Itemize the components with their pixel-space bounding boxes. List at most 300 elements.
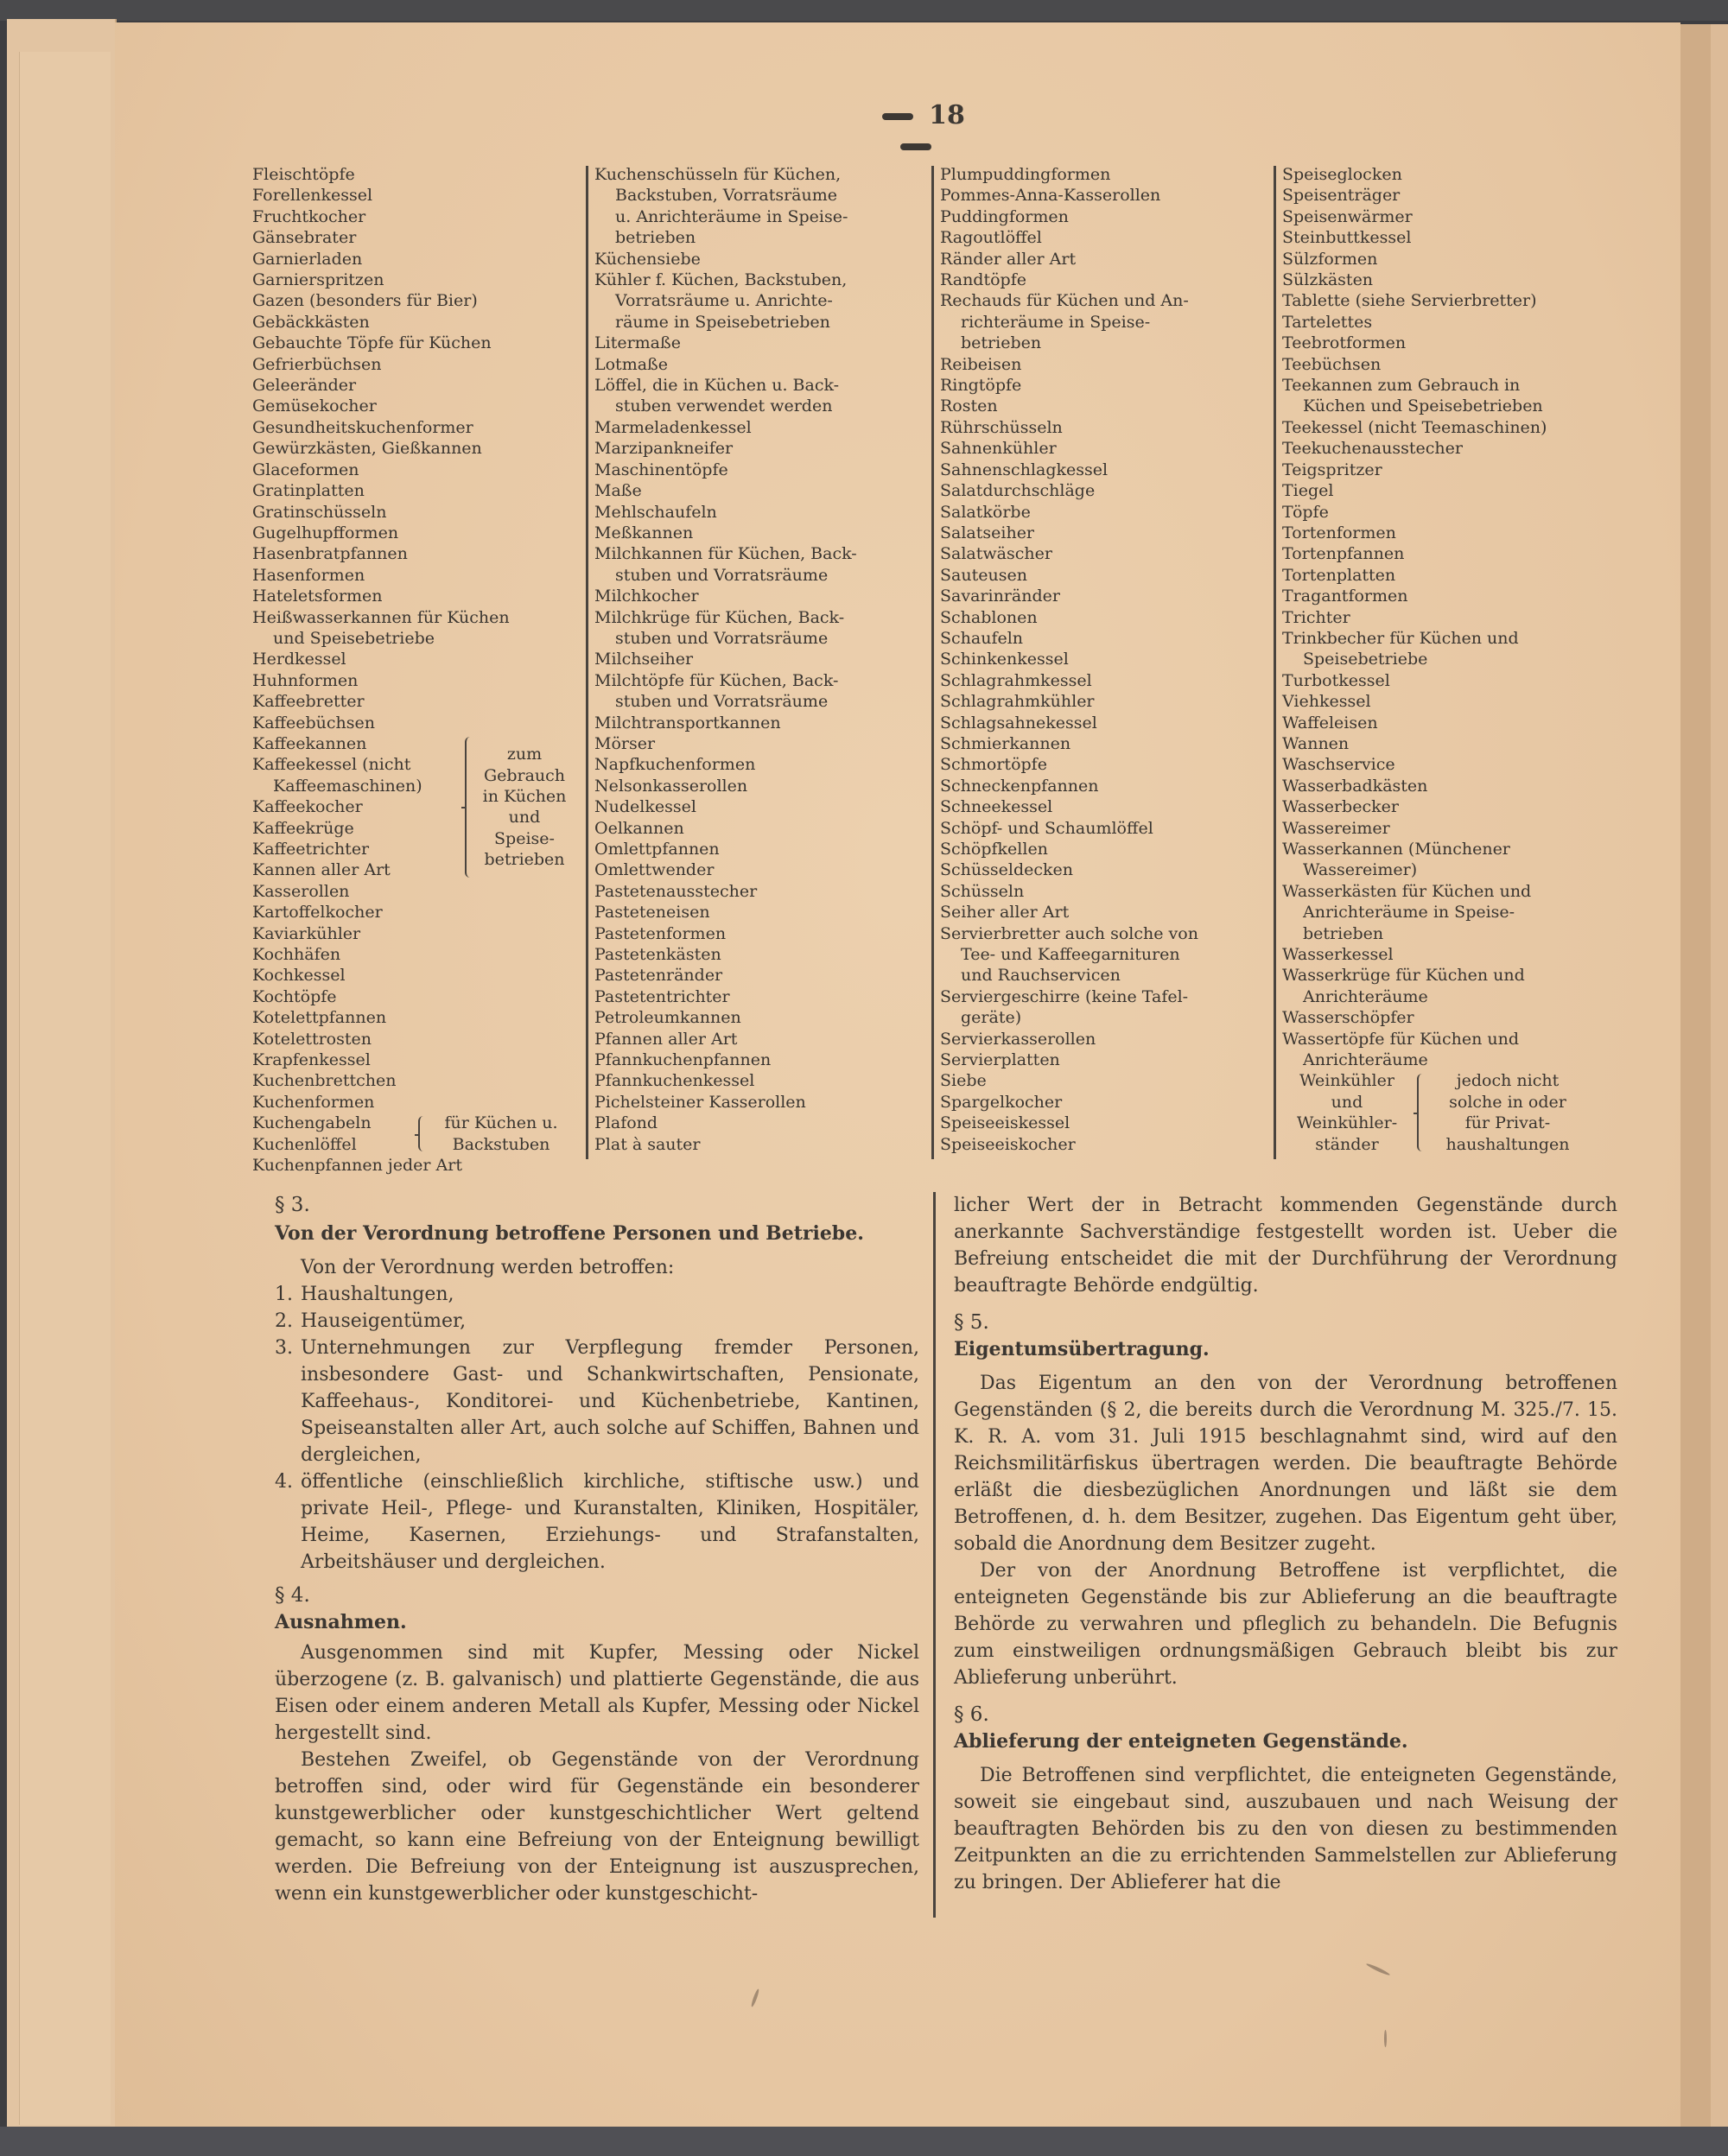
kuchen-group-group [252, 1113, 579, 1155]
brace-wine-group [1412, 1070, 1426, 1155]
list-item [594, 902, 924, 923]
list-item [1282, 354, 1614, 375]
list-item-text: Milchseiher [594, 650, 694, 669]
paper-speck [1384, 2030, 1387, 2047]
brace-note-line: Backstuben [452, 1134, 550, 1154]
list-item-text: Milchkocher [594, 587, 699, 606]
list-item-text: Sahnenkühler [940, 439, 1057, 459]
list-item [252, 754, 460, 796]
list-item [252, 670, 579, 691]
list-item [252, 290, 579, 311]
list-item [940, 839, 1268, 859]
list-item-text: Schablonen [940, 607, 1038, 627]
page-number-dash-right [900, 143, 931, 150]
list-item [594, 164, 924, 249]
kuchen-group-items [252, 1113, 413, 1155]
list-item [252, 1134, 413, 1155]
list-item [1282, 607, 1614, 628]
list-item [1282, 965, 1614, 1007]
list-item-text: Rührschüsseln [940, 417, 1063, 437]
list-item [252, 396, 579, 416]
list-item [1282, 460, 1614, 480]
left-page-edges [7, 19, 117, 2127]
page-number-dash-left [882, 113, 913, 120]
list-item [252, 691, 579, 712]
list-item-continuation: u. Anrichteräume in Speise- [615, 206, 848, 226]
list-item-text: Teebrotformen [1282, 333, 1407, 353]
list-item [940, 670, 1268, 691]
list-item [1282, 733, 1614, 754]
list-item [940, 902, 1268, 923]
list-item-text: Wasserschöpfer [1282, 1008, 1414, 1028]
list-item-text: Kaffeebüchsen [252, 713, 376, 732]
section-3-list-item [275, 1335, 919, 1468]
list-item [940, 396, 1268, 416]
left-prose-column [275, 1192, 919, 1907]
list-item-text: Gratinplatten [252, 481, 365, 501]
list-item-continuation: Speisebetriebe [1303, 650, 1428, 669]
list-item-text: Napfkuchenformen [594, 755, 756, 775]
list-item [594, 859, 924, 880]
list-item-text: Seiher aller Art [940, 903, 1070, 923]
list-item-text: Schaufeln [940, 628, 1024, 648]
brace-note-coffee-group [473, 744, 575, 870]
section-3-list-item [275, 1468, 919, 1576]
list-item-text: Schinkenkessel [940, 650, 1069, 669]
list-item [594, 713, 924, 733]
page-number [838, 100, 994, 161]
list-item [1282, 523, 1614, 543]
list-item-text: Litermaße [594, 333, 681, 353]
list-item-text: Mörser [594, 733, 656, 753]
list-item-continuation: stuben verwendet werden [615, 396, 833, 416]
list-item [252, 543, 579, 564]
prose-column-rule [933, 1192, 936, 1918]
list-item [252, 333, 579, 353]
list-item [252, 859, 460, 880]
list-item [1282, 670, 1614, 691]
list-item-text: Wasserkessel [1282, 945, 1394, 965]
list-item-continuation: Backstuben, Vorratsräume [615, 186, 837, 206]
list-item [1282, 290, 1614, 311]
list-item-text: Tartelettes [1282, 312, 1373, 332]
list-item [252, 480, 579, 501]
list-item [252, 649, 579, 669]
section-4-paragraph-2: Bestehen Zweifel, ob Gegenstände von der Verordnung betroffen sind, oder wird für Gegenstände ein besonderer kunstgewerblicher oder kunstgeschichtlicher Wert geltend gemacht, so kann eine Befreiung von der Enteignung bewilligt werden. Die Befreiung von der Enteignung ist auszusprechen, wenn ein kunstgewerblicher oder kunstgeschicht- [275, 1749, 919, 1905]
list-item-text: Herdkessel [252, 650, 346, 669]
list-item [252, 1155, 579, 1176]
list-item [1282, 1007, 1614, 1028]
list-item [940, 1049, 1268, 1070]
brace-note-line: betrieben [484, 850, 565, 870]
list-item-text: Omlettwender [594, 860, 715, 880]
list-item [252, 965, 579, 986]
list-item [594, 270, 924, 333]
list-item-text: Plumpuddingformen [940, 165, 1111, 184]
list-item [252, 796, 460, 817]
list-item [252, 818, 460, 839]
list-item [594, 1029, 924, 1049]
list-item-continuation: betrieben [961, 333, 1042, 353]
coffee-group-items [252, 733, 460, 881]
list-item-text: Hasenbratpfannen [252, 544, 408, 564]
list-item-text: Maße [594, 481, 642, 501]
list-item-text: Hasenformen [252, 565, 365, 585]
list-item [594, 333, 924, 353]
list-number: 4. [275, 1471, 293, 1493]
list-item [940, 290, 1268, 353]
list-item-continuation: Wassereimer) [1303, 860, 1418, 880]
list-number: 1. [275, 1284, 293, 1305]
list-item [940, 628, 1268, 649]
list-item [940, 375, 1268, 396]
list-item-text: Tortenplatten [1282, 565, 1396, 585]
list-item [940, 986, 1268, 1029]
list-text: Hauseigentümer, [301, 1310, 467, 1332]
list-item [594, 1049, 924, 1070]
list-item [940, 1029, 1268, 1049]
list-number: 3. [275, 1337, 293, 1359]
list-item [1282, 375, 1614, 417]
list-item-text: Tragantformen [1282, 587, 1408, 606]
list-item [1282, 776, 1614, 796]
list-item-continuation: und Rauchservicen [961, 966, 1121, 986]
wine-cooler-line: Weinkühler [1299, 1071, 1394, 1091]
list-item [1282, 691, 1614, 712]
list-item-continuation: und Speisebetriebe [273, 628, 435, 648]
list-item [1282, 438, 1614, 459]
list-item [594, 986, 924, 1007]
list-item-text: Teigspritzer [1282, 460, 1382, 479]
list-item [252, 902, 579, 923]
list-item [594, 733, 924, 754]
list-item [594, 438, 924, 459]
list-item-text: Salatdurchschläge [940, 481, 1096, 501]
list-item-text: Schlagrahmkessel [940, 670, 1092, 690]
list-item-text: Maschinentöpfe [594, 460, 728, 479]
page-number-value: 18 [929, 100, 965, 130]
book-binding-bottom [0, 2127, 1728, 2156]
wine-cooler-line: ständer [1315, 1134, 1379, 1154]
list-item-text: Trinkbecher für Küchen und [1282, 628, 1519, 648]
list-item [594, 249, 924, 270]
list-item-text: Sahnenschlagkessel [940, 460, 1109, 479]
list-item-text: Wassertöpfe für Küchen und [1282, 1029, 1520, 1049]
list-item [1282, 1029, 1614, 1071]
list-item-text: Garnierspritzen [252, 270, 384, 290]
wine-cooler-items [1282, 1070, 1412, 1155]
list-item [1282, 818, 1614, 839]
list-item-text: Kartoffelkocher [252, 903, 383, 923]
list-item [940, 227, 1268, 248]
list-item-text: Kaffeekannen [252, 733, 367, 753]
list-item-text: Kochtöpfe [252, 986, 337, 1006]
list-item-text: Tortenformen [1282, 523, 1396, 542]
list-item [940, 164, 1268, 185]
list-item-text: Salatkörbe [940, 502, 1031, 522]
list-item-text: Speiseglocken [1282, 165, 1402, 184]
list-item-text: Rosten [940, 396, 998, 416]
list-item [940, 249, 1268, 270]
list-item-text: Nelsonkasserollen [594, 776, 748, 796]
list-item [940, 1092, 1268, 1113]
list-item-text: Servierbretter auch solche von [940, 923, 1198, 943]
list-item-text: Tiegel [1282, 481, 1334, 501]
list-item [940, 565, 1268, 586]
list-item-text: Kochkessel [252, 966, 346, 986]
section-5-paragraph-2: Der von der Anordnung Betroffene ist verpflichtet, die enteigneten Gegenstände bis zur Ablieferung an die beauftragte Behörde zu verwahren und pfleglich zu behandeln. Die Befugnis zum einstweiligen ordnungsmäßigen Gebrauch bleibt bis zur Ablieferung unberührt. [954, 1560, 1617, 1689]
list-item-text: Tablette (siehe Servierbretter) [1282, 291, 1537, 311]
list-item [252, 312, 579, 333]
list-item-text: Schneckenpfannen [940, 776, 1099, 796]
brace-note-kuchen-group [427, 1113, 575, 1155]
list-item-text: Kuchenbrettchen [252, 1071, 397, 1091]
list-item [594, 1113, 924, 1133]
list-item [1282, 270, 1614, 290]
list-item-text: Savarinränder [940, 587, 1060, 606]
list-item-continuation: Vorratsräume u. Anrichte- [615, 291, 833, 311]
list-item-continuation: Anrichteräume [1303, 986, 1428, 1006]
list-item [252, 839, 460, 859]
section-3-title: Von der Verordnung betroffene Personen und Betriebe. [275, 1222, 864, 1245]
list-item [940, 691, 1268, 712]
list-item-text: Küchensiebe [594, 249, 701, 269]
column-rule-2 [931, 166, 934, 1159]
list-item-text: Pastetenformen [594, 923, 727, 943]
list-item-text: Pfannkuchenkessel [594, 1071, 755, 1091]
list-item-continuation: Anrichteräume in Speise- [1303, 903, 1515, 923]
wine-cooler-line: Weinkühler- [1296, 1113, 1398, 1133]
list-item-text: Tortenpfannen [1282, 544, 1405, 564]
list-item [940, 1070, 1268, 1091]
list-item [252, 1029, 579, 1049]
section-5-paragraph-1: Das Eigentum an den von der Verordnung betroffenen Gegenständen (§ 2, die bereits durch die Verordnung M. 325./7. 15. K. R. A. vom 31. Juli 1915 beschlagnahmt sind, wird auf den Reichsmilitärfiskus übertragen werden. Die beauftragte Behörde erläßt die diesbezüglichen Anordnungen und läßt sie dem Betroffenen, d. h. dem Besitzer, zugehen. Das Eigentum geht über, sobald die Anordnung dem Besitzer zugeht. [954, 1373, 1617, 1555]
list-item [1282, 249, 1614, 270]
list-item [594, 881, 924, 902]
brace-coffee-group [460, 733, 473, 881]
list-item [252, 881, 579, 902]
list-item-text: Heißwasserkannen für Küchen [252, 607, 510, 627]
list-item [940, 607, 1268, 628]
list-item [252, 375, 579, 396]
list-item-text: Serviergeschirre (keine Tafel- [940, 986, 1189, 1006]
list-item-text: Wasserbadkästen [1282, 776, 1428, 796]
wine-note-line: für Privat- [1464, 1113, 1551, 1133]
list-item-text: Kotelettrosten [252, 1029, 372, 1049]
list-item-text: Marzipankneifer [594, 439, 734, 459]
list-item [252, 523, 579, 543]
list-item-text: Ringtöpfe [940, 376, 1022, 396]
section-4-continuation: licher Wert der in Betracht kommenden Gegenstände durch anerkannte Sachverständige festgestellt worden ist. Ueber die Befreiung entscheidet die mit der Durchführung der Verordnung beauftragte Behörde endgültig. [954, 1195, 1617, 1297]
wine-cooler-note [1426, 1070, 1590, 1155]
left-page-inner-edge [19, 52, 111, 2125]
list-item-text: Milchkrüge für Küchen, Back- [594, 607, 845, 627]
list-item-text: Kaffeebretter [252, 692, 365, 712]
list-item-text: Pommes-Anna-Kasserollen [940, 186, 1161, 206]
list-item [594, 1007, 924, 1028]
list-item [594, 586, 924, 606]
wine-note-line: jedoch nicht [1456, 1071, 1560, 1091]
list-item-continuation: Tee- und Kaffeegarnituren [961, 945, 1180, 965]
list-item [594, 965, 924, 986]
list-item [594, 523, 924, 543]
list-item-continuation: Kaffeemaschinen) [273, 776, 422, 796]
list-text: Unternehmungen zur Verpflegung fremder Personen, insbesondere Gast- und Schankwirtschaften, Pensionate, Kaffeehaus-, Konditorei- und Küchenbetriebe, Kantinen, Speiseanstalten aller Art, auch solche auf Schiffen, Bahnen und dergleichen, [301, 1337, 919, 1466]
list-item-text: Pastetenausstecher [594, 881, 758, 901]
list-item-text: Kühler f. Küchen, Backstuben, [594, 270, 848, 290]
list-item-text: Teebüchsen [1282, 354, 1382, 374]
list-item-text: Nudelkessel [594, 797, 696, 817]
section-3-number: § 3. [275, 1194, 310, 1216]
list-item-continuation: räume in Speisebetrieben [615, 312, 830, 332]
list-item [252, 164, 579, 185]
wine-note-line: haushaltungen [1445, 1134, 1570, 1154]
list-item [1282, 586, 1614, 606]
list-item-text: Omlettpfannen [594, 840, 720, 859]
list-item [594, 839, 924, 859]
list-item [940, 206, 1268, 227]
list-item-text: Kochhäfen [252, 945, 341, 965]
list-item [594, 354, 924, 375]
list-item-text: Kaviarkühler [252, 923, 361, 943]
list-item [252, 502, 579, 523]
list-item-text: Sauteusen [940, 565, 1027, 585]
list-item-text: Gänsebrater [252, 228, 357, 248]
section-6-paragraph-1: Die Betroffenen sind verpflichtet, die enteigneten Gegenstände, soweit sie eingebaut sind, auszubauen und nach Weisung der beauftragten Behörden bis zu den von diesen zu bestimmenden Zeitpunkten an die zu errichtenden Sammelstellen zur Ablieferung zu bringen. Der Ablieferer hat die [954, 1765, 1617, 1893]
list-item-text: Wassereimer [1282, 818, 1390, 838]
brace-note-line: in Küchen [482, 786, 567, 806]
list-item-text: Teekuchenausstecher [1282, 439, 1463, 459]
list-item-text: Gebauchte Töpfe für Küchen [252, 333, 492, 353]
list-item [252, 227, 579, 248]
list-item-text: Steinbuttkessel [1282, 228, 1412, 248]
list-item-text: Schlagsahnekessel [940, 713, 1097, 732]
list-item [594, 480, 924, 501]
list-item [252, 1113, 413, 1133]
list-item-text: Ränder aller Art [940, 249, 1077, 269]
list-item-text: Schneekessel [940, 797, 1053, 817]
list-item [1282, 227, 1614, 248]
list-item-text: Schmierkannen [940, 733, 1071, 753]
list-item [1282, 881, 1614, 944]
list-item-text: Lotmaße [594, 354, 668, 374]
list-item-text: Mehlschaufeln [594, 502, 717, 522]
list-item [940, 502, 1268, 523]
list-item-text: Speisenwärmer [1282, 206, 1413, 226]
list-item-continuation: stuben und Vorratsräume [615, 628, 829, 648]
list-item-text: Glaceformen [252, 460, 359, 479]
column-rule-3 [1274, 166, 1276, 1159]
list-item [940, 776, 1268, 796]
list-item [1282, 480, 1614, 501]
list-item [940, 543, 1268, 564]
list-item-text: Waffeleisen [1282, 713, 1378, 732]
list-item [1282, 754, 1614, 775]
list-item [1282, 164, 1614, 185]
list-item-text: Wasserbecker [1282, 797, 1399, 817]
list-item-text: Kuchenlöffel [252, 1134, 357, 1154]
list-item [252, 1092, 579, 1113]
list-item-text: Fruchtkocher [252, 206, 366, 226]
list-item [252, 270, 579, 290]
list-item-text: Fleischtöpfe [252, 165, 355, 184]
section-3-list-item [275, 1281, 919, 1308]
list-item-text: Gazen (besonders für Bier) [252, 291, 478, 311]
list-item [594, 1134, 924, 1155]
list-item-text: Siebe [940, 1071, 987, 1091]
list-item-text: Oelkannen [594, 818, 684, 838]
list-item [252, 438, 579, 459]
list-item [252, 185, 579, 206]
list-item-text: Gewürzkästen, Gießkannen [252, 439, 482, 459]
list-item-text: Gefrierbüchsen [252, 354, 382, 374]
list-item [940, 818, 1268, 839]
wine-cooler-group [1282, 1070, 1614, 1155]
list-item-text: Schlagrahmkühler [940, 692, 1095, 712]
list-item [594, 796, 924, 817]
list-item [594, 543, 924, 586]
list-item [940, 417, 1268, 438]
list-item-text: Kuchenschüsseln für Küchen, [594, 165, 842, 184]
list-item-text: Marmeladenkessel [594, 417, 752, 437]
list-item-continuation: geräte) [961, 1008, 1022, 1028]
list-item-text: Kuchenformen [252, 1092, 375, 1112]
list-item-text: Schöpf- und Schaumlöffel [940, 818, 1153, 838]
section-3-intro: Von der Verordnung werden betroffen: [301, 1257, 675, 1278]
list-item-continuation: richteräume in Speise- [961, 312, 1151, 332]
list-item-continuation: betrieben [615, 228, 696, 248]
section-5-title: Eigentumsübertragung. [954, 1338, 1210, 1360]
list-item-text: Gugelhupfformen [252, 523, 399, 542]
list-item-text: Gemüsekocher [252, 396, 377, 416]
list-item-text: Kaffeetrichter [252, 840, 370, 859]
section-6-title: Ablieferung der enteigneten Gegenstände. [954, 1730, 1408, 1753]
list-item-text: Petroleumkannen [594, 1008, 741, 1028]
list-item-text: Kaffeekrüge [252, 818, 354, 838]
list-item-text: Servierkasserollen [940, 1029, 1096, 1049]
list-item-text: Trichter [1282, 607, 1350, 627]
list-item-text: Wasserkästen für Küchen und [1282, 881, 1532, 901]
list-item [594, 607, 924, 650]
list-item [1282, 333, 1614, 353]
list-item [1282, 312, 1614, 333]
list-item-text: Milchtöpfe für Küchen, Back- [594, 670, 839, 690]
list-item-text: Kuchenpfannen jeder Art [252, 1156, 462, 1176]
item-list-column-1 [252, 164, 579, 1176]
list-item [252, 565, 579, 586]
list-item-text: Schüsseln [940, 881, 1025, 901]
list-item [1282, 713, 1614, 733]
list-item-text: Schöpfkellen [940, 840, 1048, 859]
item-list-column-4 [1282, 164, 1614, 1155]
list-item-text: Servierplatten [940, 1050, 1060, 1070]
item-list-column-3 [940, 164, 1268, 1155]
list-item [940, 881, 1268, 902]
section-5-number: § 5. [954, 1311, 989, 1334]
list-item [940, 270, 1268, 290]
list-item-text: Meßkannen [594, 523, 694, 542]
list-text: öffentliche (einschließlich kirchliche, stiftische usw.) und private Heil-, Pflege- und Kuranstalten, Kliniken, Hospitäler, Heime, Kasernen, Erziehungs- und Strafanstalten, Arbeitshäuser und dergleichen. [301, 1471, 919, 1573]
list-item [1282, 185, 1614, 206]
list-item [252, 354, 579, 375]
list-item-continuation: Küchen und Speisebetrieben [1303, 396, 1543, 416]
list-item [940, 185, 1268, 206]
list-item-text: Rechauds für Küchen und An- [940, 291, 1189, 311]
brace-kuchen-group [413, 1113, 427, 1155]
list-item-text: Töpfe [1282, 502, 1329, 522]
list-item-continuation: stuben und Vorratsräume [615, 565, 829, 585]
list-item-text: Garnierladen [252, 249, 363, 269]
